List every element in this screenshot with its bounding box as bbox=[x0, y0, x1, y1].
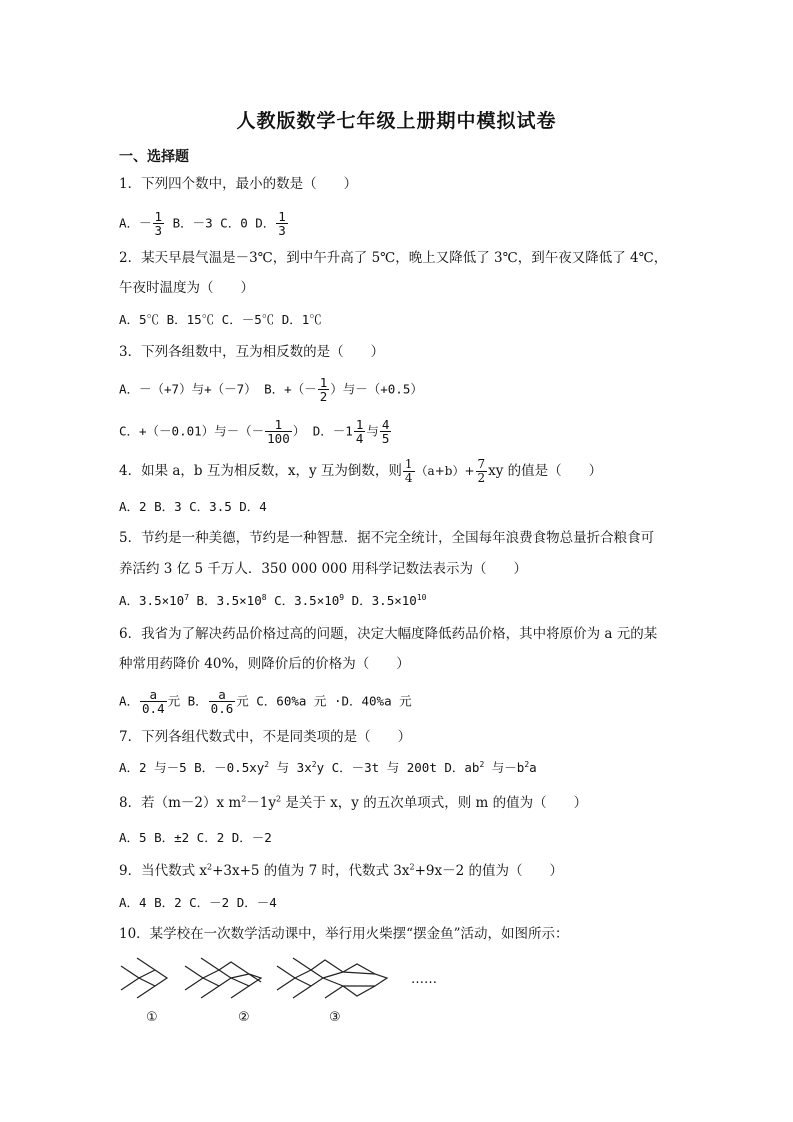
q7-options: A．2 与－5 B．$-0.5xy^2$ 与 $3x^2y$ C．－3t 与 200t D．$ab^2$ 与$-b^2a$ bbox=[119, 759, 537, 775]
q8-options: A．5 B．±2 C．2 D．－2 bbox=[119, 830, 272, 845]
fraction: $\frac{1}{3}$ bbox=[154, 209, 163, 239]
q9-options: A．4 B．2 C．－2 D．－4 bbox=[119, 895, 277, 910]
q4-stem: 4．如果 a，b 互为相反数，x，y 互为倒数，则 $\frac{1}{4}$ （a+b）+ $\frac{7}{2}$ xy 的值是（ ） bbox=[119, 457, 603, 485]
page-title: 人教版数学七年级上册期中模拟试卷 bbox=[236, 110, 557, 132]
q1-options: A．－ $\frac{1}{3}$ B．－3 C．0 D． $\frac{1}{3}$ bbox=[119, 209, 286, 239]
q10-stem: 10．某学校在一次数学活动课中，举行用火柴摆“摆金鱼”活动，如图所示： bbox=[119, 926, 569, 942]
q2-options: A．5℃ B．15℃ C．－5℃ D．1℃ bbox=[119, 312, 322, 327]
fraction: $\frac{1}{4}$ bbox=[404, 457, 413, 485]
fraction: $\frac{a}{0.4}$ bbox=[142, 687, 165, 717]
fish-figure-svg bbox=[115, 954, 455, 1004]
figure-ellipsis: …… bbox=[411, 972, 437, 987]
fraction: $\frac{1}{3}$ bbox=[278, 209, 286, 239]
q4-options: A．2 B．3 C．3.5 D．4 bbox=[119, 499, 267, 514]
q6-stem-line1: 6．我省为了解决药品价格过高的问题，决定大幅度降低药品价格，其中将原价为 a 元的某 bbox=[119, 626, 658, 642]
fish-body bbox=[137, 958, 167, 998]
fraction: $\frac{7}{2}$ bbox=[477, 457, 486, 485]
q5-stem-line2: 养活约 3 亿 5 千万人．350 000 000 用科学记数法表示为（ ） bbox=[119, 561, 528, 577]
figure-label-3: ③ bbox=[329, 1010, 341, 1025]
fraction: $\frac{a}{0.6}$ bbox=[210, 687, 234, 717]
q3-options-cd: C．+（－0.01）与－（－ $\frac{1}{100}$ ） D．－1 $\frac{1}{4}$ 与 $\frac{4}{5}$ bbox=[119, 417, 390, 447]
q9-stem: 9．当代数式 $x^2+3x+5$ 的值为 7 时，代数式 $3x^2+9x-2$ 的值为（ ） bbox=[119, 862, 563, 879]
q8-stem: 8．若（m－2）x $m^2-1y^2$ 是关于 x，y 的五次单项式，则 m 的值为（ ） bbox=[119, 794, 588, 811]
q2-stem-line2: 午夜时温度为（ ） bbox=[119, 280, 254, 296]
q6-options: A． $\frac{a}{0.4}$ 元 B． $\frac{a}{0.6}$ 元 C．60%a 元 ·D．40%a 元 bbox=[119, 687, 412, 717]
fraction: $\frac{4}{5}$ bbox=[381, 417, 390, 447]
q3-stem: 3．下列各组数中，互为相反数的是（ ） bbox=[119, 344, 385, 360]
fraction: $\frac{1}{100}$ bbox=[267, 417, 290, 447]
q5-stem-line1: 5．节约是一种美德，节约是一种智慧．据不完全统计，全国每年浪费食物总量折合粮食可 bbox=[119, 530, 655, 546]
q5-options: A．$3.5\times 10^7$ B．$3.5\times 10^8$ C．$3.5\times 10^9$ D．$3.5\times 10^{10}$ bbox=[119, 592, 427, 608]
q1-stem: 1．下列四个数中，最小的数是（ ） bbox=[119, 176, 358, 192]
figure-label-1: ① bbox=[146, 1010, 158, 1025]
fraction: $\frac{1}{4}$ bbox=[355, 417, 364, 447]
figure-label-2: ② bbox=[238, 1010, 250, 1025]
matchstick-fish-figure bbox=[115, 954, 455, 1008]
q2-stem-line1: 2．某天早晨气温是－3℃，到中午升高了 5℃，晚上又降低了 3℃，到午夜又降低了 4℃， bbox=[119, 250, 668, 266]
fraction: $\frac{1}{2}$ bbox=[319, 375, 328, 405]
q3-options-ab: A．－（+7）与+（－7） B．+（－ $\frac{1}{2}$ ）与－（+0.5） bbox=[119, 375, 423, 405]
q6-stem-line2: 种常用药降价 40%，则降价后的价格为（ ） bbox=[119, 656, 410, 672]
q7-stem: 7．下列各组代数式中，不是同类项的是（ ） bbox=[119, 729, 412, 745]
section-heading: 一、选择题 bbox=[119, 149, 189, 165]
fish-tail bbox=[121, 966, 139, 990]
